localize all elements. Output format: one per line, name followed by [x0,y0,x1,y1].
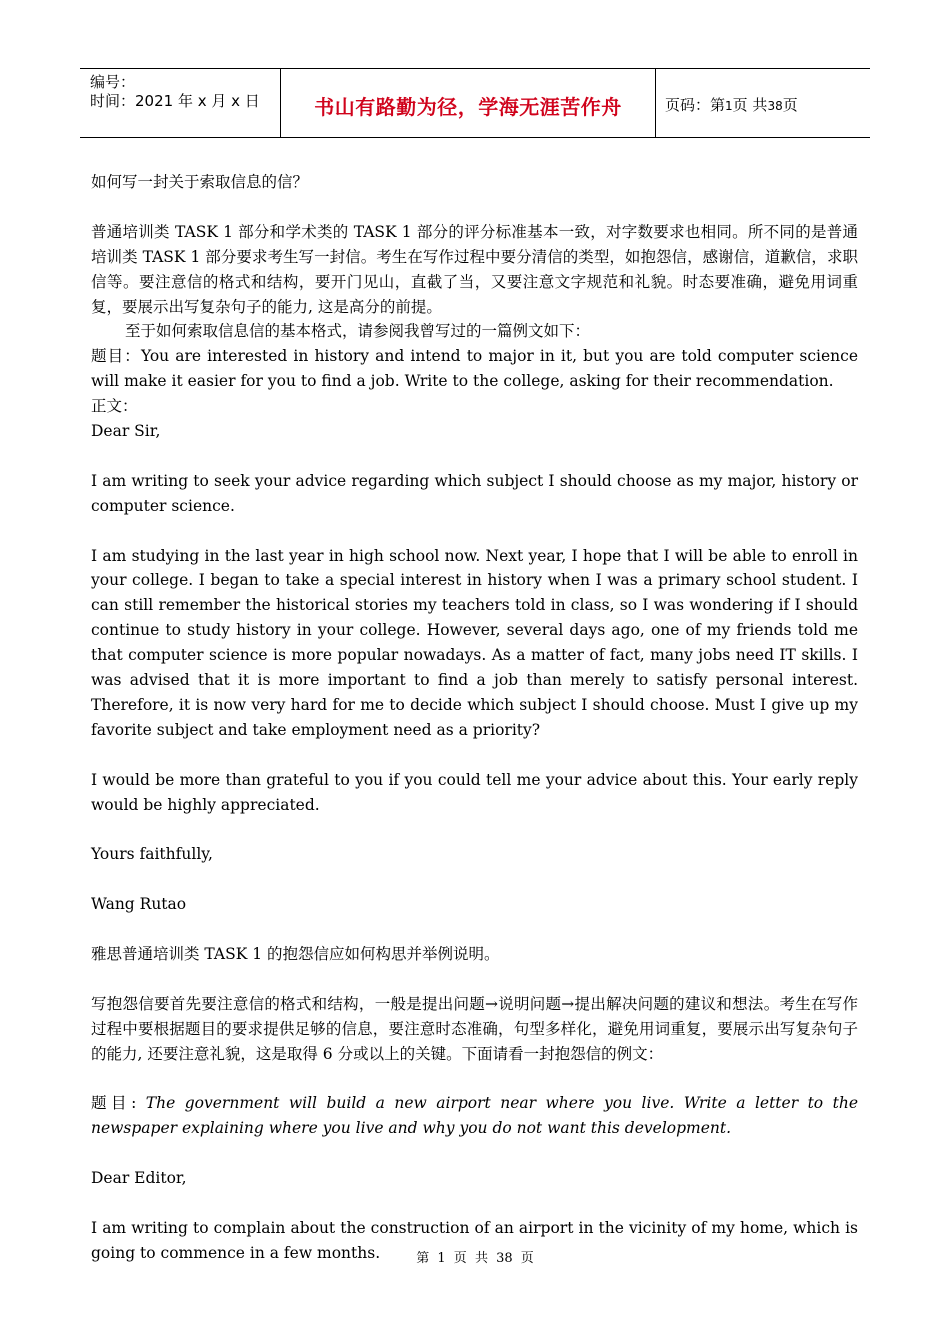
header-page-info [655,69,870,137]
letter1-paragraph-3: I would be more than grateful to you if you could tell me your advice about this. Your early reply would be highly appreciated. [91,770,858,814]
topic-2-label: 题目: [91,1094,146,1113]
question-heading-2: 雅思普通培训类 TASK 1 的抱怨信应如何构思并举例说明。 [91,944,500,963]
page-total: 38 [767,99,783,113]
page-number: 1 [725,99,733,113]
format-note: 至于如何索取信息信的基本格式，请参阅我曾写过的一篇例文如下： [125,322,591,341]
document-body [91,170,858,1266]
page-prefix: 页码：第 [665,96,726,114]
footer-page-total: 38 [496,1251,513,1266]
page-counter [665,94,798,115]
topic-2 [91,1091,858,1141]
letter1-paragraph-1: I am writing to seek your advice regarding which subject I should choose as my major, history or computer science. [91,471,858,515]
footer-page-number: 1 [437,1251,446,1266]
page-header [80,68,870,138]
footer-word-gong: 共 [474,1251,488,1266]
salutation-2: Dear Editor, [91,1169,187,1188]
letter1-paragraph-2: I am studying in the last year in high school now. Next year, I hope that I will be able to enroll in your college. I began to take a special interest in history when I was a primary school student. I can still remember the historical stories my teachers told in class, so I was wondering if I should continue to study history in your college. However, several days ago, one of my friends told me that computer science is more popular nowadays. As a matter of fact, many jobs need IT skills. I was advised that it is more important to find a job than merely to satisfy personal interest. Therefore, it is now very hard for me to decide which subject I should choose. Must I give up my favorite subject and take employment need as a priority? [91,546,858,739]
footer-word-ye-2: 页 [520,1251,534,1266]
topic-1: 题目：You are interested in history and intend to major in it, but you are told computer science will make it easier for you to find a job. Write to the college, asking for their recommendation. [91,347,858,391]
page-mid: 页 共 [732,96,768,114]
body-label: 正文： [91,397,138,416]
letter2-paragraph-1: I am writing to complain about the construction of an airport in the vicinity of my home, which is going to commence in a few months. [91,1218,858,1262]
topic-2-text: The government will build a new airport near where you live. Write a letter to the newspaper explaining where you live and why you do not want this development. [91,1094,858,1138]
header-meta [80,69,280,137]
document-number-label: 编号： [90,73,136,91]
intro-paragraph: 普通培训类 TASK 1 部分和学术类的 TASK 1 部分的评分标准基本一致，对字数要求也相同。所不同的是普通培训类 TASK 1 部分要求考生写一封信。考生在写作过程中要分清信的类型，如抱怨信，感谢信，道歉信，求职信等。要注意信的格式和结构，要开门见山，直截了当，又要注意文字规范和礼貌。时态要准确，避免用词重复，要展示出写复杂句子的能力, 这是高分的前提。 [91,222,858,316]
page-footer [0,1247,950,1266]
header-motto-cell [280,69,656,137]
document-date: 时间：2021 年 x 月 x 日 [90,92,260,110]
closing-1: Yours faithfully, [91,845,213,864]
page-suffix: 页 [782,96,798,114]
salutation-1: Dear Sir, [91,422,161,441]
signature-1: Wang Rutao [91,895,187,914]
footer-word-di: 第 [416,1251,430,1266]
footer-word-ye: 页 [453,1251,467,1266]
motto: 书山有路勤为径，学海无涯苦作舟 [314,95,622,119]
question-heading-1: 如何写一封关于索取信息的信？ [91,173,309,191]
complaint-letter-guidance: 写抱怨信要首先要注意信的格式和结构，一般是提出问题→说明问题→提出解决问题的建议和想法。考生在写作过程中要根据题目的要求提供足够的信息，要注意时态准确，句型多样化，避免用词重复，要展示出写复杂句子的能力, 还要注意礼貌，这是取得 6 分或以上的关键。下面请看一封抱怨信的例文： [91,994,858,1063]
